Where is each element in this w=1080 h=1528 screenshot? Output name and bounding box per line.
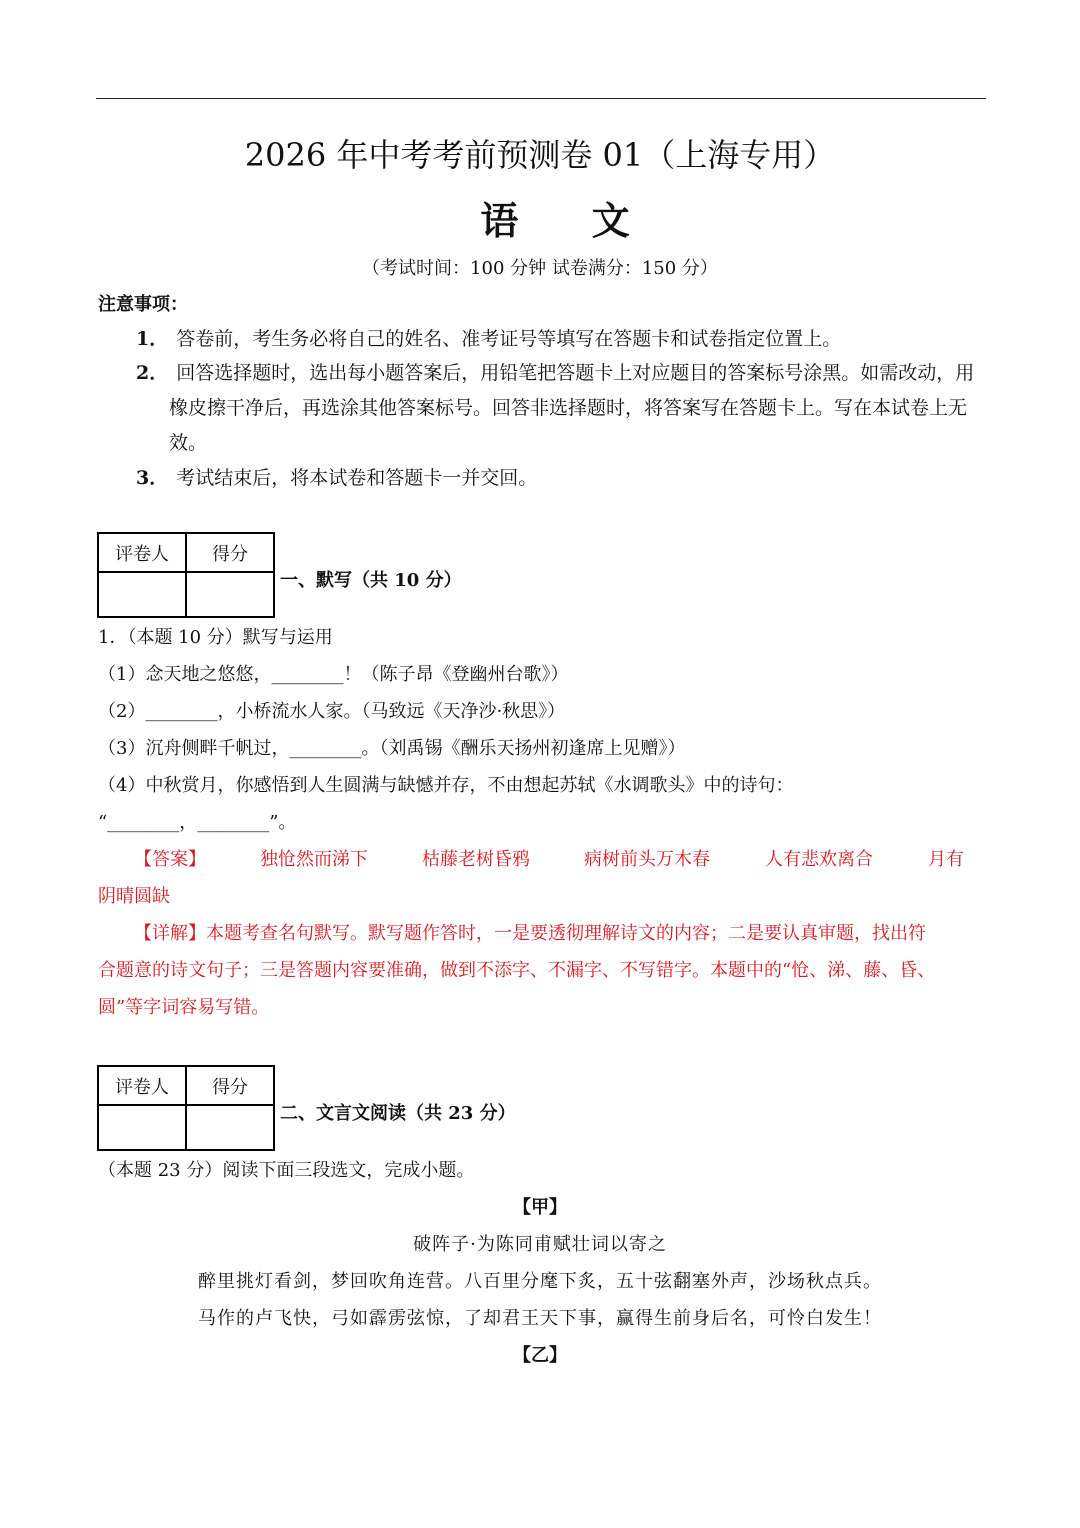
detail-text: 合题意的诗文句子；三是答题内容要准确，做到不添字、不漏字、不写错字。本题中的“怆、涕、藤、昏、 — [98, 960, 936, 981]
detail-label: 【详解】 — [134, 923, 206, 944]
exam-info: （考试时间：100 分钟 试卷满分：150 分） — [362, 258, 718, 279]
section-2-intro: （本题 23 分）阅读下面三段选文，完成小题。 — [98, 1160, 475, 1181]
poem-line: 醉里挑灯看剑，梦回吹角连营。八百里分麾下炙，五十弦翻塞外声，沙场秋点兵。 — [198, 1271, 882, 1292]
answer-row — [0, 845, 1080, 871]
grader-cell[interactable] — [98, 572, 186, 617]
score-cell[interactable] — [186, 572, 274, 617]
question-item: （4）中秋赏月，你感悟到人生圆满与缺憾并存，不由想起苏轼《水调歌头》中的诗句： — [98, 775, 794, 796]
note-item — [136, 463, 537, 490]
score-label: 得分 — [186, 1066, 274, 1105]
note-number: 3． — [136, 467, 169, 489]
note-text: 答卷前，考生务必将自己的姓名、准考证号等填写在答题卡和试卷指定位置上。 — [176, 328, 842, 350]
detail-text: 圆”等字词容易写错。 — [98, 997, 270, 1018]
answer-item: 独怆然而涕下 — [260, 849, 368, 870]
score-table-2 — [97, 1065, 275, 1151]
answer-tail: 阴晴圆缺 — [98, 886, 170, 907]
detail-text: 本题考查名句默写。默写题作答时，一是要透彻理解诗文的内容；二是要认真审题，找出符 — [206, 923, 926, 944]
poem-title: 破阵子·为陈同甫赋壮词以寄之 — [413, 1234, 667, 1255]
poem-line: 马作的卢飞快，弓如霹雳弦惊，了却君王天下事，赢得生前身后名，可怜白发生！ — [198, 1308, 882, 1329]
exam-title: 2026 年中考考前预测卷 01（上海专用） — [244, 136, 836, 174]
notes-title: 注意事项： — [98, 294, 188, 315]
note-item — [136, 358, 974, 385]
passage-b-label: 【乙】 — [513, 1345, 567, 1366]
answer-item: 枯藤老树昏鸦 — [422, 849, 530, 870]
note-text: 效。 — [169, 432, 208, 454]
detail-line — [134, 919, 926, 945]
question-item: （2）________，小桥流水人家。（马致远《天净沙·秋思》） — [98, 701, 566, 722]
question-1: 1．（本题 10 分）默写与运用 — [98, 627, 333, 648]
note-text: 考试结束后，将本试卷和答题卡一并交回。 — [176, 467, 538, 489]
answer-item: 人有悲欢离合 — [765, 849, 873, 870]
score-table-1 — [97, 532, 275, 618]
header-rule — [96, 98, 986, 99]
answer-label: 【答案】 — [134, 849, 206, 870]
subject-title: 语 文 — [480, 198, 660, 243]
question-item: （3）沉舟侧畔千帆过，________。（刘禹锡《酬乐天扬州初逢席上见赠》） — [98, 738, 686, 759]
score-cell[interactable] — [186, 1105, 274, 1150]
answer-item: 月有 — [928, 849, 964, 870]
section-1-title: 一、默写（共 10 分） — [280, 570, 462, 591]
note-number: 1． — [136, 328, 169, 350]
question-item: “________，________”。 — [98, 812, 297, 833]
question-item: （1）念天地之悠悠，________！（陈子昂《登幽州台歌》） — [98, 664, 569, 685]
note-text: 回答选择题时，选出每小题答案后，用铅笔把答题卡上对应题目的答案标号涂黑。如需改动，用 — [176, 362, 975, 384]
grader-label: 评卷人 — [98, 1066, 186, 1105]
section-2-title: 二、文言文阅读（共 23 分） — [280, 1103, 516, 1124]
grader-label: 评卷人 — [98, 533, 186, 572]
answer-item: 病树前头万木春 — [584, 849, 710, 870]
note-item — [136, 324, 841, 351]
passage-a-label: 【甲】 — [513, 1197, 567, 1218]
note-text: 橡皮擦干净后，再选涂其他答案标号。回答非选择题时，将答案写在答题卡上。写在本试卷上无 — [169, 397, 968, 419]
grader-cell[interactable] — [98, 1105, 186, 1150]
note-number: 2． — [136, 362, 169, 384]
score-label: 得分 — [186, 533, 274, 572]
